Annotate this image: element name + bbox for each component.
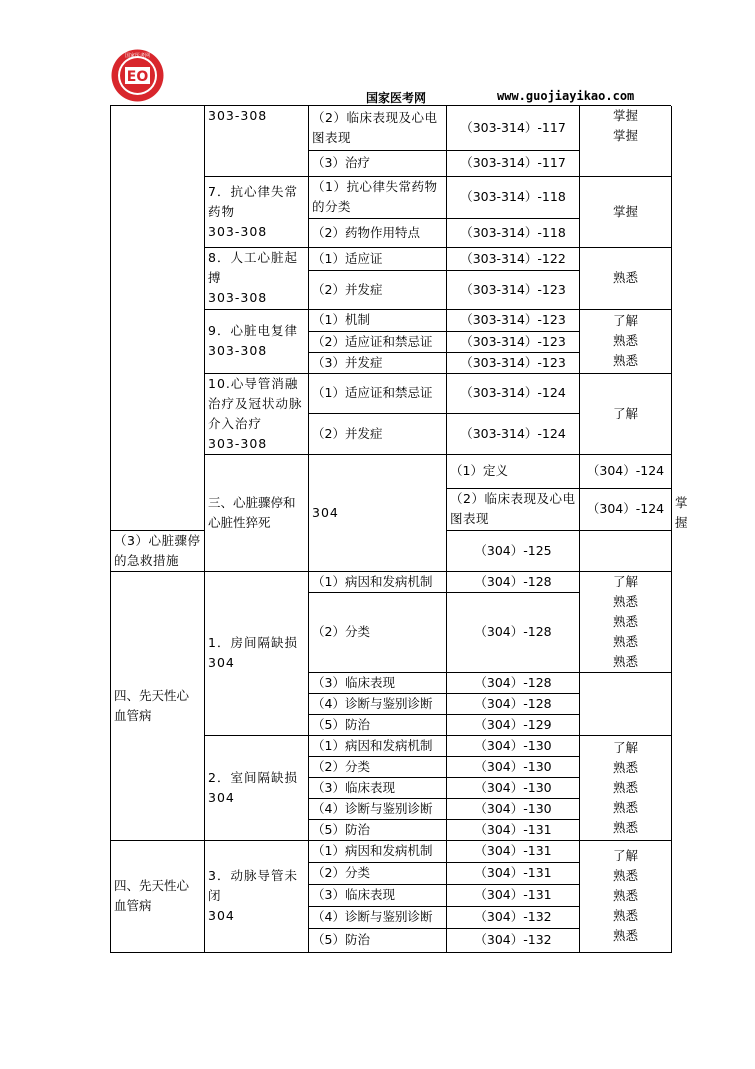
- ref-cell: （304）-131: [447, 884, 580, 906]
- item-cell: （2）临床表现及心电图表现: [447, 488, 580, 530]
- topic-cell: 10.心导管消融治疗及冠状动脉介入治疗 303-308: [205, 373, 309, 454]
- item-cell: （1）病因和发病机制: [309, 840, 447, 862]
- item-cell: （2）适应证和禁忌证: [309, 331, 447, 352]
- ref-cell: （303-314）-123: [447, 331, 580, 352]
- level-cell: 了解 熟悉 熟悉 熟悉 熟悉: [580, 571, 672, 672]
- item-cell: （5）防治: [309, 928, 447, 952]
- ref-cell: （304）-130: [447, 798, 580, 819]
- level-cell: 掌握: [580, 176, 672, 247]
- item-cell: （3）心脏骤停的急救措施: [111, 530, 205, 571]
- logo-mark: EO: [126, 69, 149, 85]
- level-cell: 熟悉: [580, 247, 672, 309]
- item-cell: （2）分类: [309, 592, 447, 672]
- ref-cell: （304）-124: [580, 488, 672, 530]
- ref-cell: （304）-128: [447, 672, 580, 693]
- ref-cell: （304）-128: [447, 571, 580, 592]
- ref-cell: （303-314）-118: [447, 176, 580, 218]
- item-cell: （1）适应证: [309, 247, 447, 270]
- item-cell: （3）临床表现: [309, 777, 447, 798]
- item-cell: （4）诊断与鉴别诊断: [309, 693, 447, 714]
- ref-cell: （303-314）-123: [447, 352, 580, 373]
- item-cell: （1）病因和发病机制: [309, 735, 447, 756]
- item-cell: （2）分类: [309, 756, 447, 777]
- ref-cell: （303-314）-117: [447, 106, 580, 150]
- level-cell: 了解 熟悉 熟悉 熟悉 熟悉: [580, 735, 672, 840]
- level-cell: 掌握 掌握: [580, 106, 672, 176]
- item-cell: （4）诊断与鉴别诊断: [309, 906, 447, 928]
- topic-cell: 3．动脉导管未闭 304: [205, 840, 309, 952]
- site-name: 国家医考网: [366, 91, 427, 105]
- ref-cell: （303-314）-123: [447, 309, 580, 331]
- item-cell: （3）治疗: [309, 150, 447, 176]
- ref-cell: （303-314）-124: [447, 373, 580, 413]
- item-cell: （2）临床表现及心电图表现: [309, 106, 447, 150]
- ref-cell: （304）-132: [447, 928, 580, 952]
- item-cell: （2）分类: [309, 862, 447, 884]
- item-cell: （5）防治: [309, 819, 447, 840]
- section-cell: 四、先天性心血管病: [111, 571, 205, 840]
- topic-cell: 304: [309, 454, 447, 571]
- syllabus-table: [110, 106, 688, 953]
- site-logo: [110, 48, 165, 103]
- ref-cell: （304）-130: [447, 777, 580, 798]
- topic-cell: 7．抗心律失常药物 303-308: [205, 176, 309, 247]
- item-cell: （2）并发症: [309, 413, 447, 454]
- logo-ring-text: 国家医考网: [124, 53, 151, 59]
- site-url[interactable]: www.guojiayikao.com: [497, 89, 635, 103]
- ref-cell: （304）-125: [447, 530, 580, 571]
- topic-cell: 8．人工心脏起搏 303-308: [205, 247, 309, 309]
- table-row: [111, 571, 672, 592]
- level-cell: 了解: [580, 373, 672, 454]
- ref-cell: （304）-129: [447, 714, 580, 735]
- section-cell: [111, 106, 205, 530]
- ref-cell: （303-314）-122: [447, 247, 580, 270]
- item-cell: （4）诊断与鉴别诊断: [309, 798, 447, 819]
- ref-cell: （303-314）-117: [447, 150, 580, 176]
- level-cell-empty: [580, 672, 672, 735]
- topic-cell: 2．室间隔缺损 304: [205, 735, 309, 840]
- ref-cell: （304）-128: [447, 693, 580, 714]
- item-cell: （1）适应证和禁忌证: [309, 373, 447, 413]
- level-cell: 了解 熟悉 熟悉: [580, 309, 672, 373]
- item-cell: （2）并发症: [309, 270, 447, 309]
- ref-cell: （303-314）-124: [447, 413, 580, 454]
- item-cell: （3）并发症: [309, 352, 447, 373]
- ref-cell: （304）-131: [447, 840, 580, 862]
- ref-cell: （304）-128: [447, 592, 580, 672]
- table-row: [111, 106, 672, 150]
- item-cell: （1）机制: [309, 309, 447, 331]
- topic-cell: 303-308: [205, 106, 309, 176]
- ref-cell: （304）-132: [447, 906, 580, 928]
- ref-cell: （304）-130: [447, 756, 580, 777]
- topic-cell: 9．心脏电复律 303-308: [205, 309, 309, 373]
- item-cell: （1）定义: [447, 454, 580, 488]
- ref-cell: （304）-131: [447, 819, 580, 840]
- section-cell: 三、心脏骤停和心脏性猝死: [205, 454, 309, 571]
- item-cell: （3）临床表现: [309, 884, 447, 906]
- level-cell: 了解 熟悉 熟悉 熟悉 熟悉: [580, 840, 672, 952]
- item-cell: （2）药物作用特点: [309, 218, 447, 247]
- table-row: 三、心脏骤停和心脏性猝死 304 （1）定义 （304）-124 掌握: [111, 454, 672, 488]
- item-cell: （1）病因和发病机制: [309, 571, 447, 592]
- item-cell: （5）防治: [309, 714, 447, 735]
- item-cell: （3）临床表现: [309, 672, 447, 693]
- section-cell: 四、先天性心血管病: [111, 840, 205, 952]
- table-row: [111, 840, 672, 862]
- ref-cell: （304）-124: [580, 454, 672, 488]
- ref-cell: （303-314）-123: [447, 270, 580, 309]
- ref-cell: （303-314）-118: [447, 218, 580, 247]
- ref-cell: （304）-130: [447, 735, 580, 756]
- ref-cell: （304）-131: [447, 862, 580, 884]
- topic-cell: 1．房间隔缺损 304: [205, 571, 309, 735]
- item-cell: （1）抗心律失常药物的分类: [309, 176, 447, 218]
